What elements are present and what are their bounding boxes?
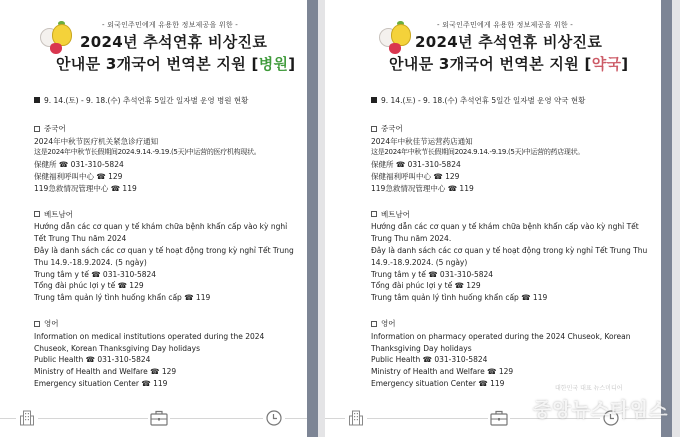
section-vietnamese (34, 209, 297, 304)
briefcase-icon[interactable] (148, 407, 170, 429)
text-line: Emergency situation Center ☎ 119 (371, 378, 505, 388)
text-line: 这是2024年中秋节长假期间2024.9.14.-9.19.(5天)中运营的药店现状。 (371, 148, 585, 157)
text-line: 保健福利呼叫中心 ☎ 129 (371, 171, 460, 181)
text-line: Hướng dẫn các cơ quan y tế khám chữa bệnh khẩn cấp vào kỳ nghỉ Tết Trung Thu năm 2024 (34, 222, 288, 244)
pharmacy-notice-panel (325, 0, 661, 437)
checkbox-bullet-icon (34, 321, 40, 327)
text-line: 保健福利呼叫中心 ☎ 129 (34, 171, 123, 181)
text-line: Emergency situation Center ☎ 119 (34, 378, 168, 388)
bracket-open: [ (584, 55, 592, 73)
text-line: 保健所 ☎ 031-310-5824 (371, 160, 461, 170)
section-heading: 영어 (44, 318, 59, 328)
notice-title-line1: 2024년 추석연휴 비상진료 (415, 33, 603, 51)
period-line (371, 95, 651, 107)
notice-title-line2 (389, 53, 628, 74)
pharmacy-tag: 약국 (591, 55, 622, 73)
building-icon[interactable] (345, 407, 367, 429)
notice-body (371, 95, 651, 404)
period-line (34, 95, 297, 107)
notice-header (325, 18, 661, 78)
text-line: Tổng đài phúc lợi y tế ☎ 129 (371, 281, 481, 291)
checkbox-bullet-icon (371, 126, 377, 132)
notice-title-line2 (56, 53, 295, 74)
text-line: 119急救情况管理中心 ☎ 119 (34, 183, 137, 193)
text-line: 119急救情况管理中心 ☎ 119 (371, 183, 474, 193)
checkbox-bullet-icon (34, 126, 40, 132)
text-line: Trung tâm quản lý tình huống khẩn cấp ☎ 119 (34, 293, 211, 303)
text-line: 2024年中秋佳节运营药店通知 (371, 136, 473, 146)
square-bullet-icon (34, 97, 40, 103)
clock-icon[interactable] (263, 407, 285, 429)
section-heading: 베트남어 (381, 209, 410, 219)
text-line: 这是2024年中秋节长假期间2024.9.14.-9.19.(5天)中运营的医疗机构现状。 (34, 148, 261, 157)
title-prefix: 안내문 3개국어 번역본 지원 (56, 55, 252, 73)
text-line: Hướng dẫn các cơ quan y tế khám chữa bệnh khẩn cấp vào kỳ nghỉ Tết Trung Thu năm 2024. (371, 222, 639, 244)
left-panel-scrollbar[interactable] (307, 0, 318, 437)
section-english (34, 318, 297, 390)
text-line: Public Health ☎ 031-310-5824 (371, 355, 488, 365)
bracket-open: [ (251, 55, 259, 73)
footer-nav (0, 404, 307, 434)
watermark-tagline: 대한민국 대표 뉴스미디어 (555, 385, 623, 392)
section-english (371, 318, 651, 390)
right-panel-scroll-track (672, 0, 680, 437)
notice-title-line1: 2024년 추석연휴 비상진료 (80, 33, 268, 51)
hospital-notice-panel (0, 0, 307, 437)
section-heading: 중국어 (381, 123, 403, 133)
text-line: Ministry of Health and Welfare ☎ 129 (371, 367, 514, 377)
text-line: Information on pharmacy operated during the 2024 Chuseok, Korean Thanksgiving Day holidays (371, 331, 631, 353)
mascot-icon (379, 24, 415, 56)
checkbox-bullet-icon (371, 321, 377, 327)
watermark-logo: 중앙뉴스타임스 (533, 399, 669, 421)
left-panel-scroll-track (318, 0, 325, 437)
notice-header (0, 18, 307, 78)
mascot-icon (40, 24, 76, 56)
text-line: Trung tâm y tế ☎ 031-310-5824 (34, 269, 157, 279)
checkbox-bullet-icon (371, 211, 377, 217)
briefcase-icon[interactable] (488, 407, 510, 429)
section-chinese (34, 123, 297, 195)
text-line: Đây là danh sách các cơ quan y tế hoạt động trong kỳ nghỉ Tết Trung Thu 14.9.-18.9.2024. (5 ngày) (34, 245, 294, 267)
text-line: Trung tâm quản lý tình huống khẩn cấp ☎ 119 (371, 293, 548, 303)
hospital-tag: 병원 (258, 55, 289, 73)
notice-body (34, 95, 297, 404)
period-text: 9. 14.(토) - 9. 18.(수) 추석연휴 5일간 일자별 운영 약국 현황 (381, 96, 586, 105)
text-line: Tổng đài phúc lợi y tế ☎ 129 (34, 281, 144, 291)
text-line: Trung tâm y tế ☎ 031-310-5824 (371, 269, 494, 279)
text-line: Đây là danh sách các cơ quan y tế hoạt động trong kỳ nghỉ Tết Trung Thu 14.9.-18.9.2024. (5 ngày) (371, 245, 648, 267)
bracket-close: ] (621, 55, 629, 73)
checkbox-bullet-icon (34, 211, 40, 217)
period-text: 9. 14.(토) - 9. 18.(수) 추석연휴 5일간 일자별 운영 병원 현황 (44, 96, 249, 105)
square-bullet-icon (371, 97, 377, 103)
section-vietnamese (371, 209, 651, 304)
text-line: Ministry of Health and Welfare ☎ 129 (34, 367, 177, 377)
text-line: 保健所 ☎ 031-310-5824 (34, 160, 124, 170)
text-line: 2024年中秋节医疗机关紧急诊疗通知 (34, 136, 159, 146)
text-line: Public Health ☎ 031-310-5824 (34, 355, 151, 365)
title-prefix: 안내문 3개국어 번역본 지원 (389, 55, 585, 73)
notice-subtitle: - 외국인주민에게 유용한 정보제공을 위한 - (102, 21, 238, 29)
section-heading: 베트남어 (44, 209, 73, 219)
section-chinese (371, 123, 651, 195)
text-line: Information on medical institutions operated during the 2024 Chuseok, Korean Thanksgiving Day holidays (34, 331, 265, 353)
notice-subtitle: - 외국인주민에게 유용한 정보제공을 위한 - (437, 21, 573, 29)
bracket-close: ] (288, 55, 296, 73)
section-heading: 영어 (381, 318, 396, 328)
section-heading: 중국어 (44, 123, 66, 133)
building-icon[interactable] (16, 407, 38, 429)
right-panel-scrollbar[interactable] (661, 0, 672, 437)
